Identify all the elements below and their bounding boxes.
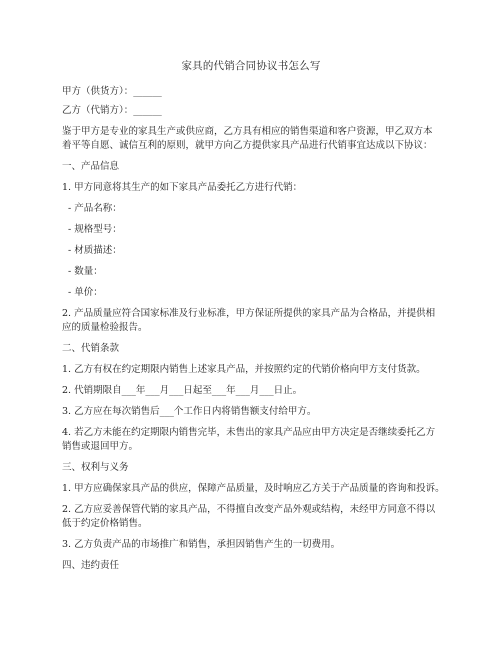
section-2-para-2: 2. 代销期限自___年___月___日起至___年___月___日止。 — [62, 385, 303, 396]
section-1-heading: 一、产品信息 — [62, 161, 120, 172]
section-2-heading: 二、代销条款 — [62, 343, 120, 354]
section-3-para-1: 1. 甲方应确保家具产品的供应，保障产品质量，及时响应乙方关于产品质量的咨询和投诉。 — [62, 483, 445, 494]
section-2-para-3: 3. 乙方应在每次销售后___个工作日内将销售额支付给甲方。 — [62, 406, 317, 417]
product-material-field: - 材质描述： — [68, 245, 122, 256]
section-2-para-4-line-2: 销售或退回甲方。 — [62, 441, 139, 452]
section-1-para-1: 1. 甲方同意将其生产的如下家具产品委托乙方进行代销： — [62, 182, 303, 193]
section-1-para-2-line-2: 应的质量检验报告。 — [62, 322, 148, 333]
product-name-field: - 产品名称： — [68, 203, 122, 214]
product-price-field: - 单价： — [68, 287, 103, 298]
section-3-para-2-line-1: 2. 乙方应妥善保管代销的家具产品，不得擅自改变产品外观或结构，未经甲方同意不得以 — [62, 504, 436, 515]
section-1-para-2-line-1: 2. 产品质量应符合国家标准及行业标准，甲方保证所提供的家具产品为合格品，并提供相 — [62, 308, 436, 319]
document-title: 家具的代销合同协议书怎么写 — [181, 60, 321, 72]
section-3-para-3: 3. 乙方负责产品的市场推广和销售，承担因销售产生的一切费用。 — [62, 539, 341, 550]
section-3-para-2-line-2: 低于约定价格销售。 — [62, 518, 148, 529]
preamble-line-2: 着平等自愿、诚信互利的原则，就甲方向乙方提供家具产品进行代销事宜达成以下协议： — [62, 140, 433, 151]
preamble-line-1: 鉴于甲方是专业的家具生产或供应商，乙方具有相应的销售渠道和客户资源，甲乙双方本 — [62, 126, 433, 137]
party-a-line: 甲方（供货方）：______ — [62, 86, 162, 97]
section-4-heading: 四、违约责任 — [62, 560, 120, 571]
product-spec-field: - 规格型号： — [68, 224, 122, 235]
section-2-para-4-line-1: 4. 若乙方未能在约定期限内销售完毕，未售出的家具产品应由甲方决定是否继续委托乙方 — [62, 427, 436, 438]
section-2-para-1: 1. 乙方有权在约定期限内销售上述家具产品，并按照约定的代销价格向甲方支付货款。 — [62, 364, 426, 375]
section-3-heading: 三、权利与义务 — [62, 462, 129, 473]
party-b-line: 乙方（代销方）：______ — [62, 105, 162, 116]
product-quantity-field: - 数量： — [68, 266, 103, 277]
